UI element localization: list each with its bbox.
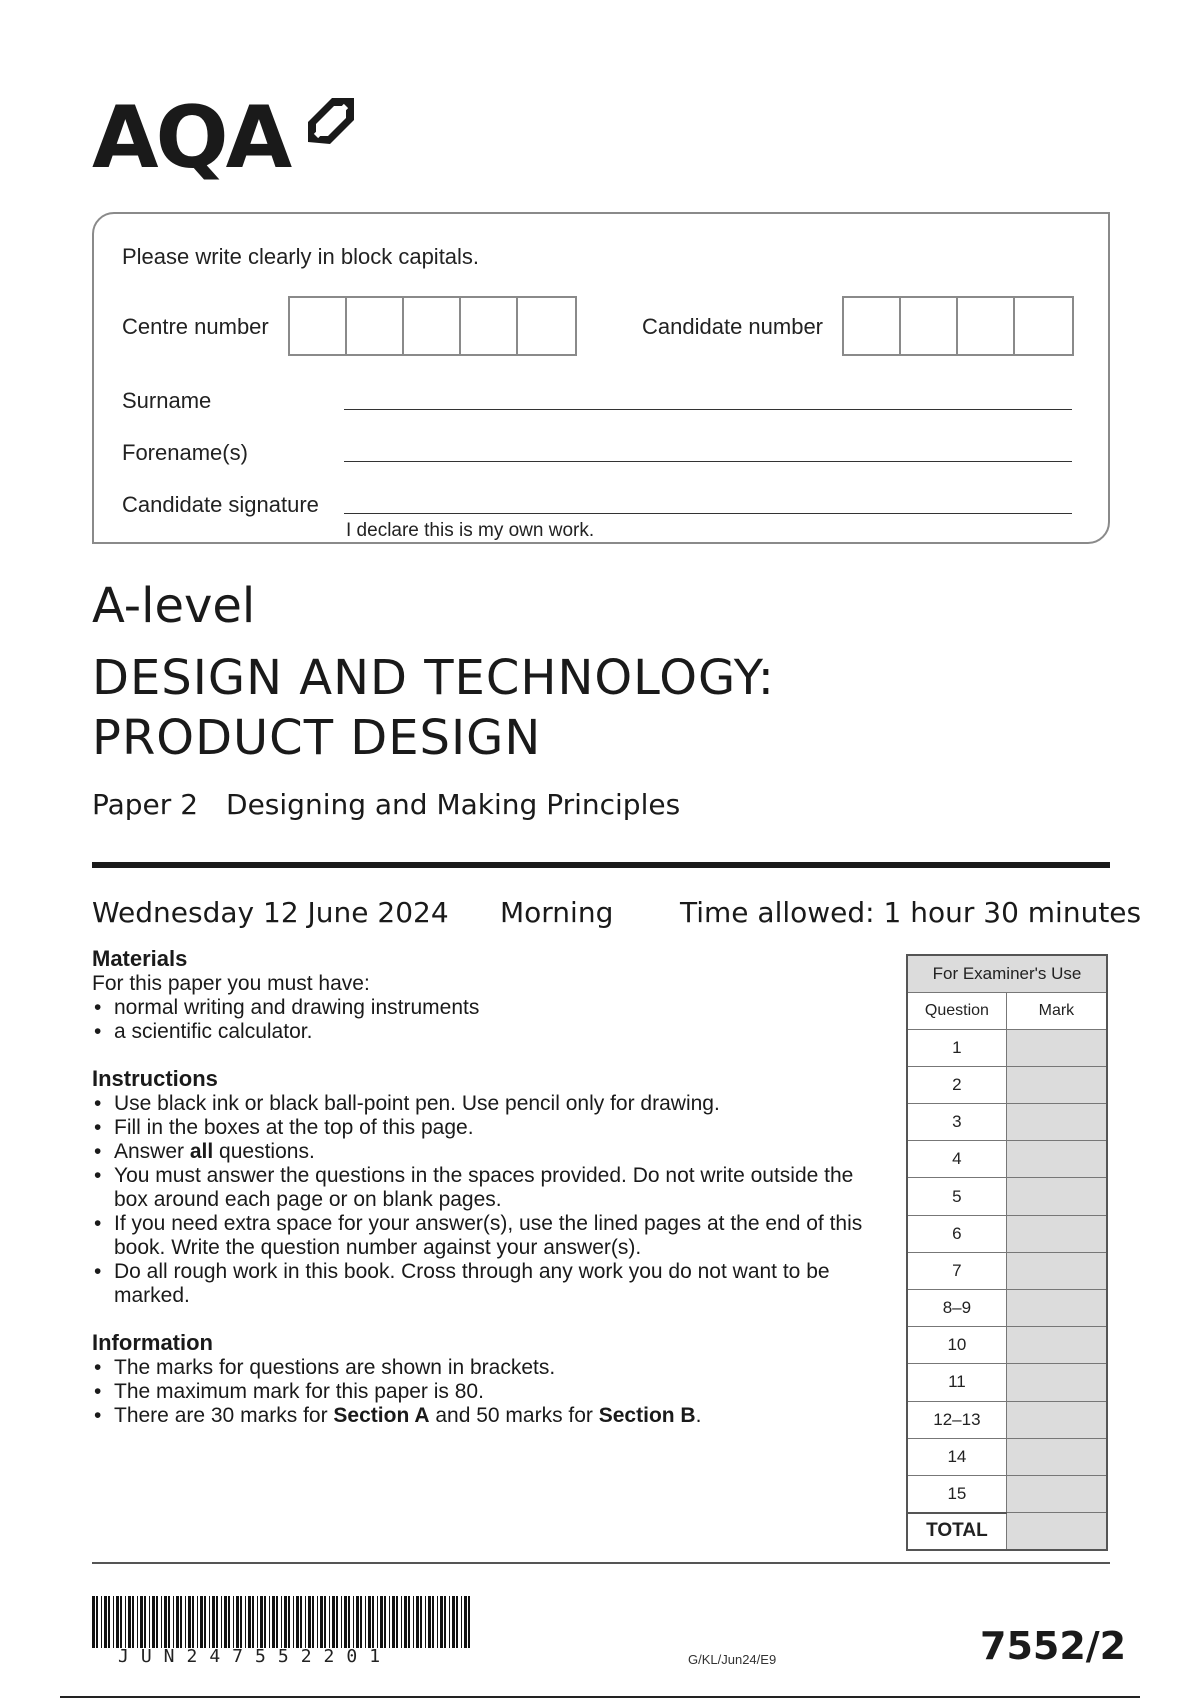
- barcode-bar: [312, 1596, 314, 1648]
- barcode-bar: [344, 1596, 347, 1648]
- materials-heading: Materials: [92, 946, 188, 971]
- barcode-bar: [329, 1596, 330, 1648]
- barcode-bar: [144, 1596, 146, 1648]
- barcode-bar: [164, 1596, 167, 1648]
- section-a-label: Section A: [333, 1404, 430, 1427]
- barcode-bar: [437, 1596, 438, 1648]
- barcode-bar: [188, 1596, 191, 1648]
- barcode-bar: [221, 1596, 222, 1648]
- barcode-bar: [209, 1596, 210, 1648]
- forename-line[interactable]: [344, 460, 1072, 462]
- barcode-bar: [92, 1596, 95, 1648]
- barcode-bar: [113, 1596, 114, 1648]
- barcode-bar: [120, 1596, 122, 1648]
- barcode-bar: [128, 1596, 131, 1648]
- list-item: [92, 1140, 892, 1164]
- barcode-bar: [444, 1596, 446, 1648]
- examiner-use-table: [906, 954, 1108, 1551]
- question-number: 10: [907, 1327, 1006, 1364]
- barcode-bar: [180, 1596, 182, 1648]
- list-item: • The marks for questions are shown in brackets.: [92, 1356, 892, 1380]
- barcode-bar: [456, 1596, 458, 1648]
- subject-title: [92, 648, 775, 768]
- barcode-bar: [156, 1596, 158, 1648]
- barcode-bar: [269, 1596, 270, 1648]
- subject-title-line2: PRODUCT DESIGN: [92, 710, 542, 766]
- forename-label: Forename(s): [122, 440, 248, 465]
- barcode-bar: [384, 1596, 386, 1648]
- centre-number-cell[interactable]: [347, 298, 404, 354]
- question-number: 14: [907, 1438, 1006, 1475]
- candidate-number-boxes[interactable]: [842, 296, 1074, 356]
- exam-date: Wednesday 12 June 2024: [92, 896, 449, 929]
- barcode-bar: [401, 1596, 402, 1648]
- signature-label: Candidate signature: [122, 492, 319, 517]
- barcode-bar: [336, 1596, 338, 1648]
- barcode-bar: [392, 1596, 395, 1648]
- list-item: • a scientific calculator.: [92, 1020, 892, 1044]
- barcode-bar: [377, 1596, 378, 1648]
- barcode-bar: [416, 1596, 419, 1648]
- table-row: [907, 1475, 1107, 1512]
- barcode-bar: [389, 1596, 390, 1648]
- barcode-bar: [168, 1596, 170, 1648]
- barcode-bar: [300, 1596, 302, 1648]
- barcode-bar: [248, 1596, 251, 1648]
- time-allowed: Time allowed: 1 hour 30 minutes: [680, 896, 1142, 929]
- barcode-bar: [173, 1596, 174, 1648]
- barcode-bar: [320, 1596, 323, 1648]
- barcode-bar: [408, 1596, 410, 1648]
- mark-cell: [1006, 1104, 1107, 1141]
- barcode-bar: [296, 1596, 299, 1648]
- question-number: 5: [907, 1178, 1006, 1215]
- barcode-bar: [468, 1596, 470, 1648]
- barcode-bar: [108, 1596, 110, 1648]
- page-bottom-rule: [60, 1696, 1140, 1698]
- barcode-bar: [396, 1596, 398, 1648]
- barcode-bar: [101, 1596, 102, 1648]
- barcode-bar: [176, 1596, 179, 1648]
- mark-cell: [1006, 1475, 1107, 1512]
- table-row: [907, 1438, 1107, 1475]
- barcode-bar: [245, 1596, 246, 1648]
- candidate-number-label: Candidate number: [642, 314, 824, 339]
- barcode-bar: [233, 1596, 234, 1648]
- barcode-bar: [140, 1596, 143, 1648]
- barcode-bar: [185, 1596, 186, 1648]
- total-mark-cell: [1006, 1513, 1107, 1550]
- question-column-header: Question: [907, 992, 1006, 1029]
- centre-number-boxes[interactable]: [288, 296, 577, 356]
- list-item: • The maximum mark for this paper is 80.: [92, 1380, 892, 1404]
- barcode-bar: [365, 1596, 366, 1648]
- barcode-bar: [428, 1596, 431, 1648]
- question-number: 4: [907, 1141, 1006, 1178]
- barcode-bar: [272, 1596, 275, 1648]
- centre-number-label: Centre number: [122, 314, 269, 339]
- mark-column-header: Mark: [1006, 992, 1107, 1029]
- barcode-bar: [372, 1596, 374, 1648]
- mark-cell: [1006, 1401, 1107, 1438]
- paper-reference: G/KL/Jun24/E9: [688, 1652, 777, 1667]
- candidate-number-cell[interactable]: [958, 298, 1015, 354]
- barcode-bar: [216, 1596, 218, 1648]
- table-row: [907, 1066, 1107, 1103]
- barcode-bar: [264, 1596, 266, 1648]
- answer-text-bold: all: [189, 1140, 214, 1163]
- answer-text-post: questions.: [213, 1140, 315, 1163]
- table-row: [907, 1252, 1107, 1289]
- barcode-bar: [368, 1596, 371, 1648]
- mark-cell: [1006, 1141, 1107, 1178]
- barcode-bar: [192, 1596, 194, 1648]
- question-number: 8–9: [907, 1290, 1006, 1327]
- list-item: • You must answer the questions in the spaces provided. Do not write outside the box around each page or on blank pages.: [92, 1164, 892, 1212]
- barcode-bar: [452, 1596, 455, 1648]
- list-item: • normal writing and drawing instruments: [92, 996, 892, 1020]
- barcode-bar: [440, 1596, 443, 1648]
- barcode-digits: JUN247552201: [118, 1646, 393, 1667]
- barcode-bar: [224, 1596, 227, 1648]
- table-row: [907, 1290, 1107, 1327]
- barcode-bar: [281, 1596, 282, 1648]
- barcode-bar: [420, 1596, 422, 1648]
- barcode-bar: [204, 1596, 206, 1648]
- mark-cell: [1006, 1252, 1107, 1289]
- barcode-bar: [356, 1596, 359, 1648]
- barcode-bar: [96, 1596, 98, 1648]
- barcode-bar: [449, 1596, 450, 1648]
- barcode: [92, 1596, 474, 1648]
- list-item: • Do all rough work in this book. Cross through any work you do not want to be marked.: [92, 1260, 892, 1308]
- barcode-bar: [348, 1596, 350, 1648]
- paper-heading: [92, 788, 680, 821]
- barcode-bar: [125, 1596, 126, 1648]
- surname-label: Surname: [122, 388, 212, 413]
- sections-text-pre: There are 30 marks for: [114, 1404, 334, 1427]
- barcode-bar: [228, 1596, 230, 1648]
- mark-cell: [1006, 1215, 1107, 1252]
- candidate-number-cell[interactable]: [1015, 298, 1072, 354]
- information-section: [92, 1330, 892, 1428]
- information-heading: Information: [92, 1330, 213, 1355]
- centre-number-cell[interactable]: [518, 298, 575, 354]
- barcode-bar: [293, 1596, 294, 1648]
- barcode-bar: [137, 1596, 138, 1648]
- barcode-bar: [317, 1596, 318, 1648]
- section-b-label: Section B: [598, 1404, 696, 1427]
- surname-line[interactable]: [344, 408, 1072, 410]
- footer-rule: [92, 1562, 1110, 1564]
- candidate-details-box: [92, 212, 1110, 544]
- signature-line[interactable]: [344, 512, 1072, 514]
- materials-section: [92, 946, 892, 1044]
- table-row: [907, 1215, 1107, 1252]
- mark-cell: [1006, 1438, 1107, 1475]
- examiner-table-title: For Examiner's Use: [907, 955, 1107, 992]
- aqa-logo: [92, 88, 362, 188]
- answer-text-pre: Answer: [114, 1140, 190, 1163]
- barcode-bar: [360, 1596, 362, 1648]
- barcode-bar: [324, 1596, 326, 1648]
- question-number: 12–13: [907, 1401, 1006, 1438]
- barcode-bar: [380, 1596, 383, 1648]
- barcode-bar: [212, 1596, 215, 1648]
- mark-cell: [1006, 1327, 1107, 1364]
- barcode-bar: [104, 1596, 107, 1648]
- question-number: 6: [907, 1215, 1006, 1252]
- barcode-bar: [464, 1596, 467, 1648]
- barcode-bar: [353, 1596, 354, 1648]
- sections-text-post: .: [695, 1404, 702, 1427]
- list-item: [92, 1404, 892, 1428]
- table-row: [907, 1178, 1107, 1215]
- table-row: [907, 1327, 1107, 1364]
- barcode-bar: [404, 1596, 407, 1648]
- barcode-bar: [260, 1596, 263, 1648]
- list-item: • Use black ink or black ball-point pen. Use pencil only for drawing.: [92, 1092, 892, 1116]
- centre-number-cell[interactable]: [404, 298, 461, 354]
- subject-title-line1: DESIGN AND TECHNOLOGY:: [92, 650, 775, 706]
- barcode-bar: [252, 1596, 254, 1648]
- block-capitals-note: Please write clearly in block capitals.: [122, 244, 480, 269]
- barcode-bar: [161, 1596, 162, 1648]
- barcode-bar: [305, 1596, 306, 1648]
- logo-text: AQA: [92, 88, 290, 188]
- mark-cell: [1006, 1029, 1107, 1066]
- heading-rule: [92, 862, 1110, 868]
- barcode-bar: [413, 1596, 414, 1648]
- question-number: 1: [907, 1029, 1006, 1066]
- question-number: 2: [907, 1066, 1006, 1103]
- barcode-bar: [240, 1596, 242, 1648]
- barcode-bar: [200, 1596, 203, 1648]
- mark-cell: [1006, 1290, 1107, 1327]
- mark-cell: [1006, 1066, 1107, 1103]
- question-number: 11: [907, 1364, 1006, 1401]
- barcode-bar: [425, 1596, 426, 1648]
- barcode-bar: [284, 1596, 287, 1648]
- instructions-section: [92, 1066, 892, 1308]
- aqa-swoosh-icon: [302, 92, 358, 148]
- table-row: [907, 1401, 1107, 1438]
- total-label: TOTAL: [907, 1513, 1006, 1550]
- table-row: [907, 1104, 1107, 1141]
- barcode-bar: [197, 1596, 198, 1648]
- barcode-bar: [276, 1596, 278, 1648]
- candidate-number-cell[interactable]: [844, 298, 901, 354]
- list-item: • Fill in the boxes at the top of this page.: [92, 1116, 892, 1140]
- barcode-bar: [288, 1596, 290, 1648]
- barcode-bar: [149, 1596, 150, 1648]
- table-row: [907, 1364, 1107, 1401]
- mark-cell: [1006, 1364, 1107, 1401]
- question-number: 7: [907, 1252, 1006, 1289]
- list-item: • If you need extra space for your answer(s), use the lined pages at the end of this book. Write the question number against your answer(s).: [92, 1212, 892, 1260]
- table-row: [907, 1141, 1107, 1178]
- instructions-heading: Instructions: [92, 1066, 218, 1091]
- exam-info-column: [92, 946, 892, 1450]
- declaration-text: I declare this is my own work.: [346, 520, 595, 541]
- question-number: 15: [907, 1475, 1006, 1512]
- barcode-bar: [308, 1596, 311, 1648]
- qualification-level: A-level: [92, 578, 256, 634]
- barcode-bar: [116, 1596, 119, 1648]
- centre-number-cell[interactable]: [290, 298, 347, 354]
- candidate-number-cell[interactable]: [901, 298, 958, 354]
- exam-session: Morning: [500, 896, 614, 929]
- barcode-bar: [257, 1596, 258, 1648]
- barcode-bar: [132, 1596, 134, 1648]
- mark-cell: [1006, 1178, 1107, 1215]
- barcode-bar: [461, 1596, 462, 1648]
- barcode-bar: [432, 1596, 434, 1648]
- question-number: 3: [907, 1104, 1006, 1141]
- barcode-bar: [341, 1596, 342, 1648]
- paper-number: Paper 2: [92, 788, 199, 821]
- centre-number-cell[interactable]: [461, 298, 518, 354]
- paper-title: Designing and Making Principles: [226, 788, 681, 821]
- materials-intro: For this paper you must have:: [92, 972, 370, 995]
- barcode-bar: [236, 1596, 239, 1648]
- barcode-bar: [332, 1596, 335, 1648]
- paper-code: 7552/2: [980, 1624, 1127, 1668]
- table-row: [907, 1029, 1107, 1066]
- sections-text-mid: and 50 marks for: [429, 1404, 599, 1427]
- barcode-bar: [152, 1596, 155, 1648]
